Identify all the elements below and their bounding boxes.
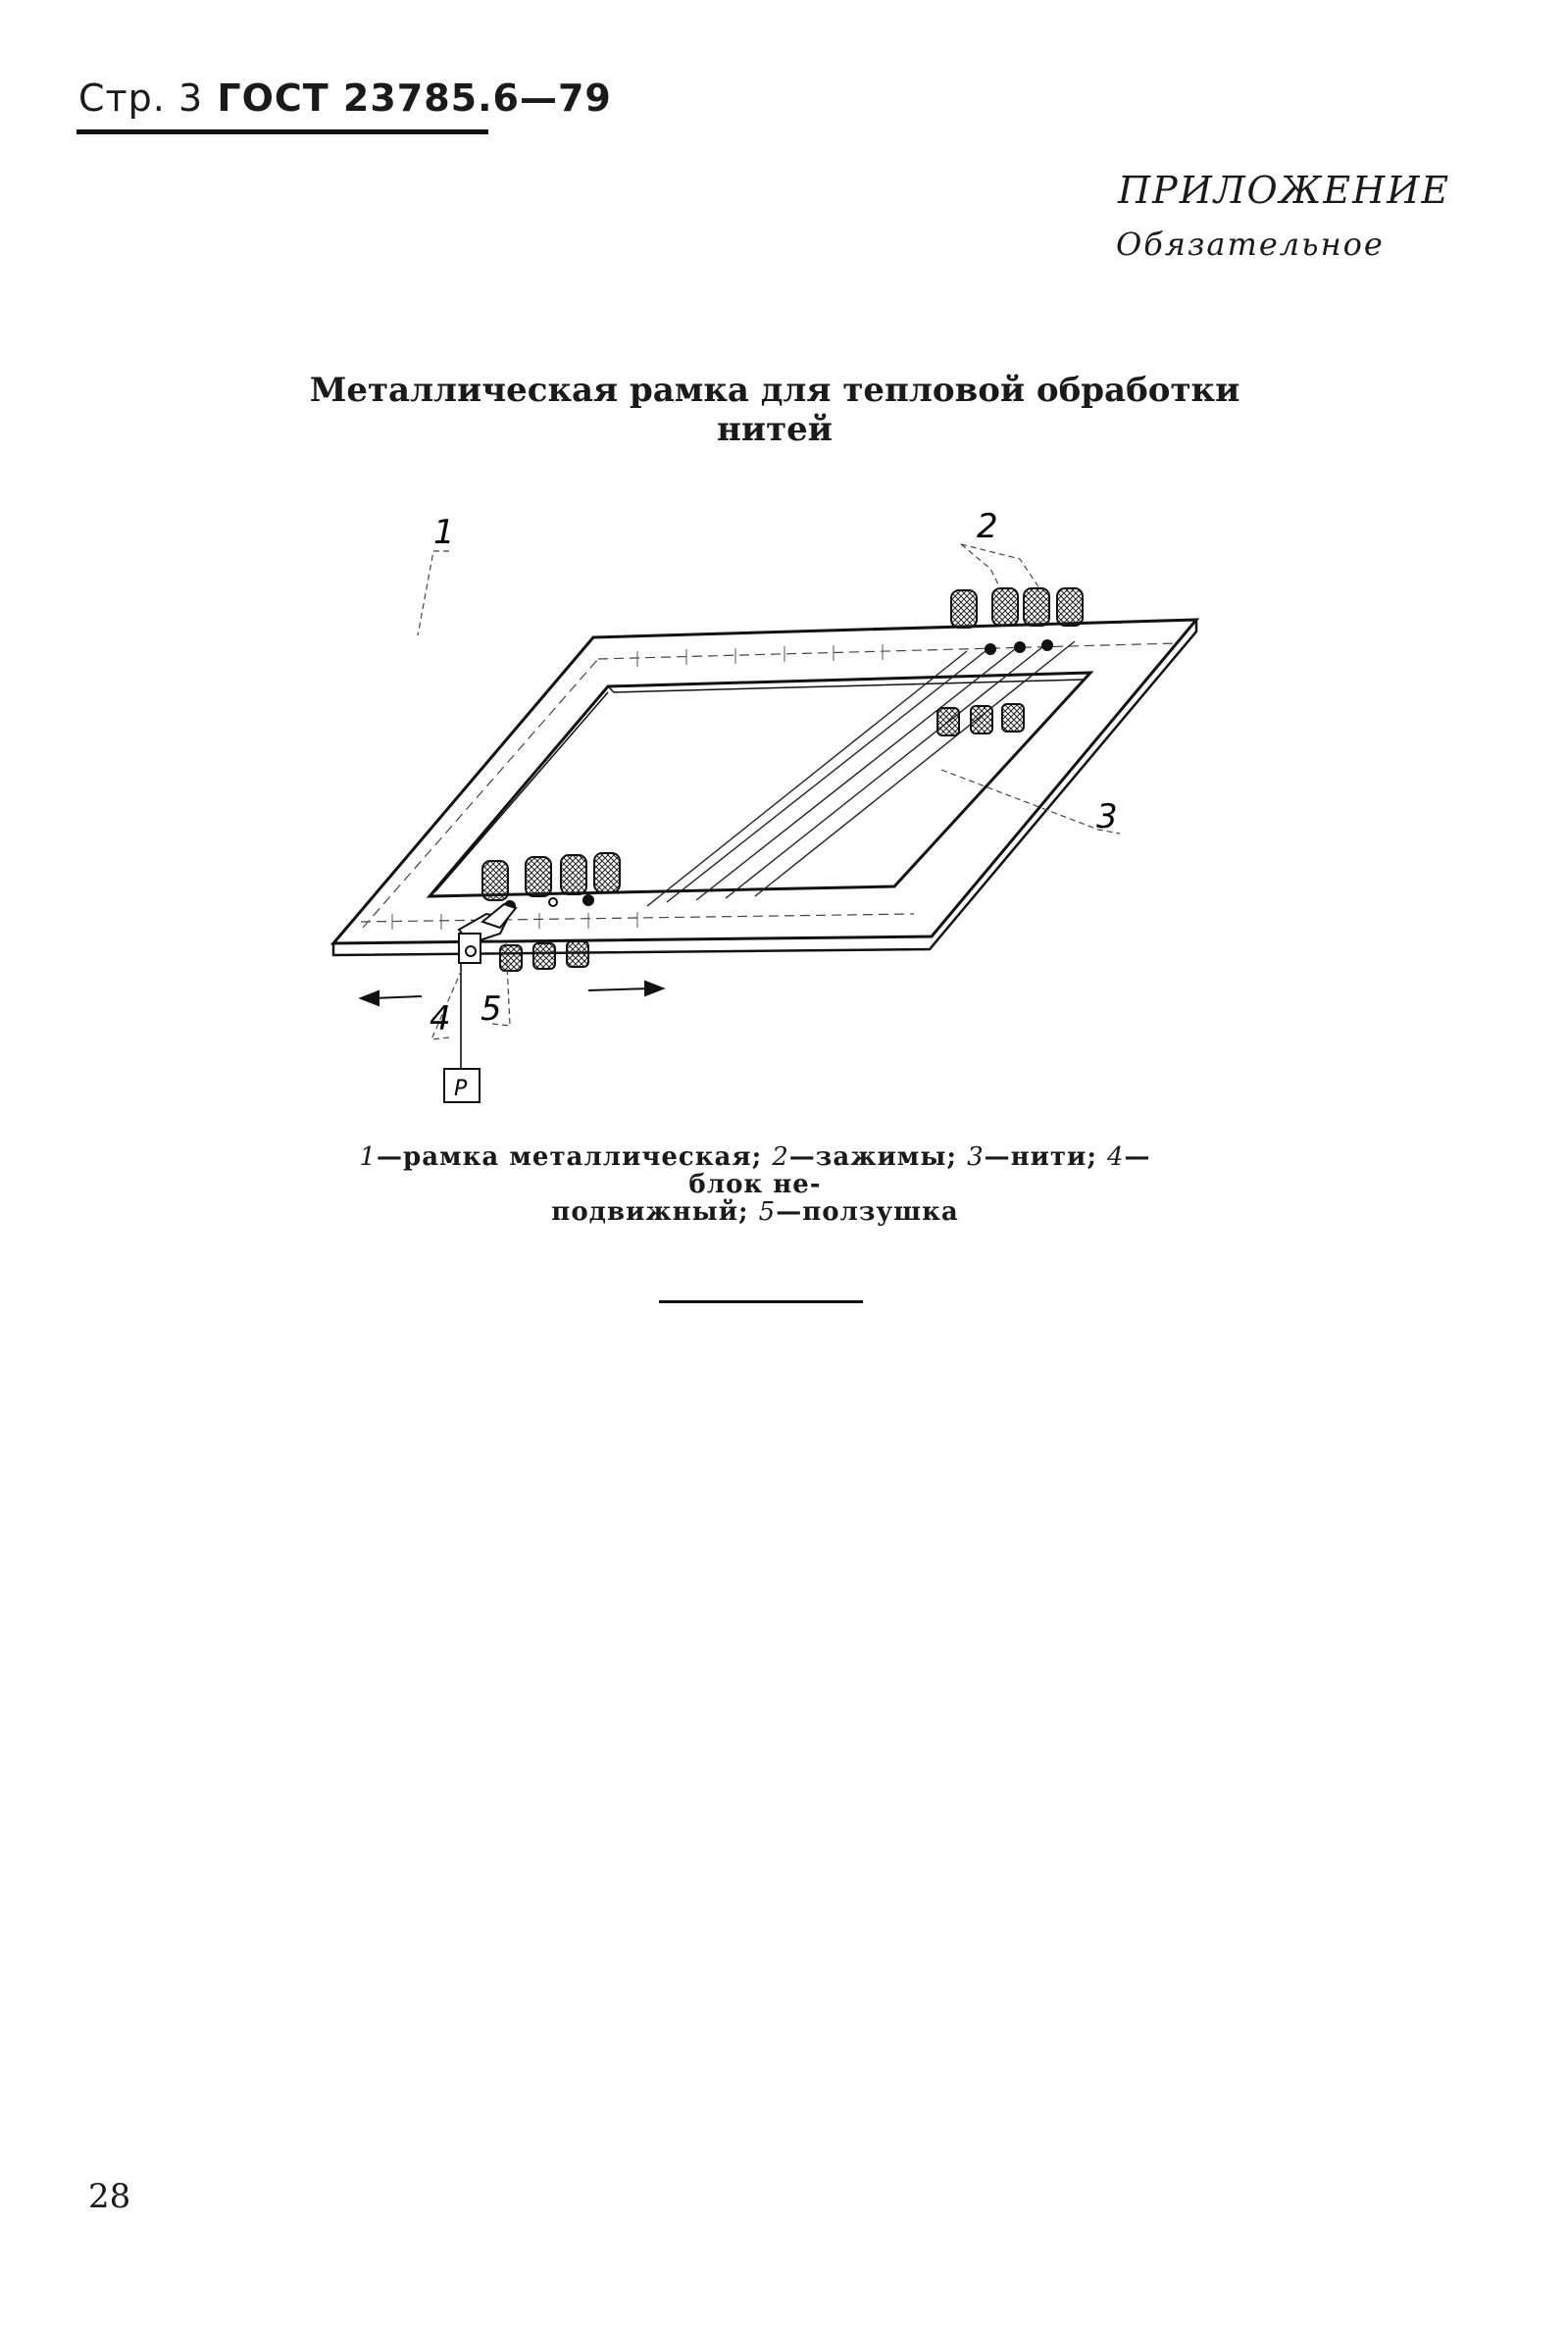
label-1: 1: [433, 513, 455, 552]
caption-num-3: 3: [967, 1142, 985, 1172]
caption-text-5: —ползушка: [776, 1197, 959, 1227]
figure-title: [294, 371, 1255, 449]
caption-line2: [324, 1198, 1187, 1226]
page-header: [78, 76, 612, 120]
label-2: 2: [977, 507, 998, 546]
appendix-subtitle: Обязательное: [1116, 226, 1385, 263]
label-5: 5: [481, 989, 502, 1029]
caption-line1: [324, 1143, 1187, 1198]
caption-num-1: 1: [359, 1142, 378, 1172]
page-prefix: Стр. 3: [78, 76, 204, 120]
caption-text-3: —нити;: [984, 1142, 1107, 1172]
caption-num-4: 4: [1106, 1142, 1125, 1172]
frame-diagram: [314, 490, 1216, 1128]
metal-frame: [333, 620, 1196, 955]
label-4: 4: [430, 999, 451, 1038]
label-3: 3: [1096, 797, 1118, 836]
header-underline: [76, 129, 488, 134]
figure-title-line2: нитей: [716, 410, 834, 449]
figure-caption: [324, 1143, 1187, 1226]
caption-num-5: 5: [758, 1197, 777, 1227]
standard-number: ГОСТ 23785.6—79: [217, 76, 612, 120]
page-number: 28: [88, 2177, 131, 2216]
caption-text-4b: подвижный;: [551, 1197, 759, 1227]
caption-text-4: —блок не-: [688, 1142, 1151, 1199]
caption-text-2: —зажимы;: [788, 1142, 968, 1172]
weight-label: P: [454, 1077, 468, 1101]
caption-text-1: —рамка металлическая;: [377, 1142, 773, 1172]
figure-title-line1: Металлическая рамка для тепловой обработки: [309, 371, 1240, 410]
appendix-title: ПРИЛОЖЕНИЕ: [1118, 169, 1451, 212]
caption-num-2: 2: [772, 1142, 789, 1172]
direction-arrows: [361, 982, 663, 1005]
section-divider: [659, 1300, 863, 1303]
